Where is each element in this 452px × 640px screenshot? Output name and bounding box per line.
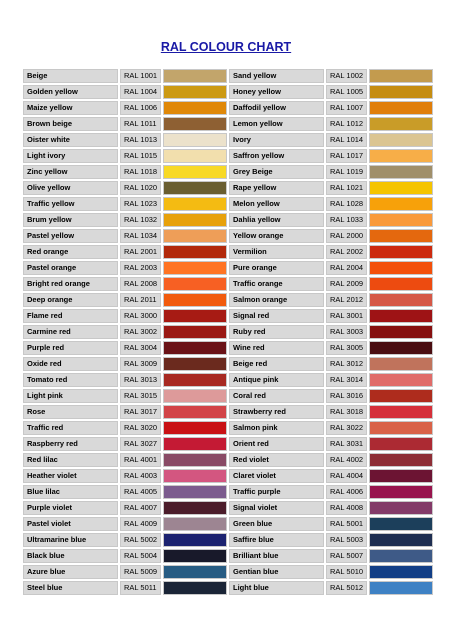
ral-code: RAL 3000 [120, 309, 161, 323]
colour-name: Saffron yellow [229, 149, 324, 163]
colour-name: Zinc yellow [23, 165, 118, 179]
ral-code: RAL 4003 [120, 469, 161, 483]
colour-swatch [163, 309, 227, 323]
colour-name: Grey Beige [229, 165, 324, 179]
colour-name: Dahlia yellow [229, 213, 324, 227]
ral-code: RAL 4005 [120, 485, 161, 499]
colour-swatch [163, 453, 227, 467]
colour-swatch [369, 405, 433, 419]
ral-code: RAL 3022 [326, 421, 367, 435]
ral-code: RAL 3015 [120, 389, 161, 403]
colour-name: Ruby red [229, 325, 324, 339]
colour-name: Oister white [23, 133, 118, 147]
ral-code: RAL 3001 [326, 309, 367, 323]
colour-name: Pastel violet [23, 517, 118, 531]
colour-name: Light ivory [23, 149, 118, 163]
colour-swatch [163, 341, 227, 355]
colour-name: Bright red orange [23, 277, 118, 291]
ral-code: RAL 1005 [326, 85, 367, 99]
table-row [23, 485, 433, 499]
table-row [23, 469, 433, 483]
table-row [23, 533, 433, 547]
table-row [23, 389, 433, 403]
ral-code: RAL 2004 [326, 261, 367, 275]
ral-code: RAL 3005 [326, 341, 367, 355]
colour-name: Signal red [229, 309, 324, 323]
colour-name: Salmon orange [229, 293, 324, 307]
ral-code: RAL 2009 [326, 277, 367, 291]
ral-code: RAL 1033 [326, 213, 367, 227]
table-row [23, 437, 433, 451]
colour-swatch [163, 85, 227, 99]
colour-name: Black blue [23, 549, 118, 563]
colour-swatch [369, 357, 433, 371]
ral-code: RAL 3012 [326, 357, 367, 371]
colour-swatch [163, 469, 227, 483]
ral-code: RAL 3017 [120, 405, 161, 419]
colour-swatch [163, 181, 227, 195]
ral-colour-table [21, 67, 435, 597]
colour-name: Purple violet [23, 501, 118, 515]
ral-code: RAL 3027 [120, 437, 161, 451]
colour-swatch [369, 165, 433, 179]
colour-swatch [163, 357, 227, 371]
colour-swatch [163, 261, 227, 275]
ral-code: RAL 3013 [120, 373, 161, 387]
ral-code: RAL 1018 [120, 165, 161, 179]
ral-code: RAL 1012 [326, 117, 367, 131]
colour-name: Wine red [229, 341, 324, 355]
colour-name: Daffodil yellow [229, 101, 324, 115]
colour-name: Traffic yellow [23, 197, 118, 211]
ral-code: RAL 1023 [120, 197, 161, 211]
ral-code: RAL 5001 [326, 517, 367, 531]
colour-swatch [369, 421, 433, 435]
colour-swatch [163, 565, 227, 579]
ral-code: RAL 1017 [326, 149, 367, 163]
colour-swatch [163, 197, 227, 211]
colour-name: Traffic orange [229, 277, 324, 291]
colour-swatch [163, 101, 227, 115]
ral-code: RAL 4001 [120, 453, 161, 467]
table-row [23, 85, 433, 99]
colour-name: Olive yellow [23, 181, 118, 195]
table-row [23, 69, 433, 83]
colour-name: Brum yellow [23, 213, 118, 227]
ral-code: RAL 5010 [326, 565, 367, 579]
ral-code: RAL 3004 [120, 341, 161, 355]
ral-code: RAL 2008 [120, 277, 161, 291]
colour-swatch [369, 549, 433, 563]
ral-code: RAL 1006 [120, 101, 161, 115]
ral-code: RAL 3002 [120, 325, 161, 339]
page-title: RAL COLOUR CHART [160, 40, 292, 54]
colour-swatch [163, 133, 227, 147]
colour-swatch [369, 69, 433, 83]
table-row [23, 341, 433, 355]
table-row [23, 213, 433, 227]
table-row [23, 101, 433, 115]
colour-name: Light blue [229, 581, 324, 595]
colour-swatch [369, 197, 433, 211]
colour-swatch [369, 469, 433, 483]
ral-code: RAL 4002 [326, 453, 367, 467]
colour-swatch [369, 85, 433, 99]
colour-name: Rose [23, 405, 118, 419]
ral-code: RAL 3031 [326, 437, 367, 451]
colour-swatch [369, 229, 433, 243]
colour-name: Signal violet [229, 501, 324, 515]
table-row [23, 357, 433, 371]
colour-swatch [369, 213, 433, 227]
colour-swatch [163, 245, 227, 259]
colour-name: Deep orange [23, 293, 118, 307]
colour-name: Pastel yellow [23, 229, 118, 243]
colour-swatch [163, 373, 227, 387]
colour-name: Melon yellow [229, 197, 324, 211]
colour-swatch [369, 181, 433, 195]
colour-name: Red orange [23, 245, 118, 259]
colour-name: Ultramarine blue [23, 533, 118, 547]
table-row [23, 245, 433, 259]
ral-code: RAL 1034 [120, 229, 161, 243]
colour-name: Red violet [229, 453, 324, 467]
ral-code: RAL 1019 [326, 165, 367, 179]
colour-name: Blue lilac [23, 485, 118, 499]
table-row [23, 565, 433, 579]
colour-swatch [369, 309, 433, 323]
ral-code: RAL 1021 [326, 181, 367, 195]
colour-swatch [369, 325, 433, 339]
table-row [23, 405, 433, 419]
colour-name: Pastel orange [23, 261, 118, 275]
table-row [23, 373, 433, 387]
ral-code: RAL 1004 [120, 85, 161, 99]
colour-swatch [369, 565, 433, 579]
ral-code: RAL 5009 [120, 565, 161, 579]
colour-name: Coral red [229, 389, 324, 403]
colour-swatch [369, 437, 433, 451]
colour-name: Salmon pink [229, 421, 324, 435]
colour-name: Antique pink [229, 373, 324, 387]
table-row [23, 229, 433, 243]
colour-name: Raspberry red [23, 437, 118, 451]
colour-swatch [369, 101, 433, 115]
colour-swatch [369, 389, 433, 403]
ral-code: RAL 4004 [326, 469, 367, 483]
colour-name: Lemon yellow [229, 117, 324, 131]
colour-name: Saffire blue [229, 533, 324, 547]
colour-name: Green blue [229, 517, 324, 531]
colour-swatch [369, 117, 433, 131]
colour-name: Flame red [23, 309, 118, 323]
colour-swatch [369, 373, 433, 387]
colour-name: Claret violet [229, 469, 324, 483]
ral-code: RAL 3009 [120, 357, 161, 371]
colour-name: Honey yellow [229, 85, 324, 99]
colour-swatch [369, 149, 433, 163]
ral-code: RAL 5012 [326, 581, 367, 595]
colour-name: Tomato red [23, 373, 118, 387]
colour-swatch [369, 133, 433, 147]
colour-name: Strawberry red [229, 405, 324, 419]
colour-swatch [163, 533, 227, 547]
colour-name: Golden yellow [23, 85, 118, 99]
colour-swatch [163, 325, 227, 339]
ral-code: RAL 4007 [120, 501, 161, 515]
colour-swatch [369, 485, 433, 499]
ral-code: RAL 4009 [120, 517, 161, 531]
colour-swatch [163, 293, 227, 307]
ral-code: RAL 5002 [120, 533, 161, 547]
ral-code: RAL 1011 [120, 117, 161, 131]
ral-code: RAL 3018 [326, 405, 367, 419]
table-row [23, 309, 433, 323]
colour-name: Yellow orange [229, 229, 324, 243]
ral-code: RAL 4008 [326, 501, 367, 515]
colour-swatch [163, 437, 227, 451]
colour-swatch [369, 517, 433, 531]
colour-swatch [369, 277, 433, 291]
colour-swatch [163, 389, 227, 403]
colour-swatch [369, 261, 433, 275]
colour-name: Traffic purple [229, 485, 324, 499]
ral-code: RAL 1032 [120, 213, 161, 227]
table-row [23, 325, 433, 339]
colour-name: Red lilac [23, 453, 118, 467]
ral-code: RAL 3003 [326, 325, 367, 339]
table-row [23, 293, 433, 307]
colour-swatch [369, 453, 433, 467]
colour-name: Brown beige [23, 117, 118, 131]
table-row [23, 453, 433, 467]
ral-code: RAL 1020 [120, 181, 161, 195]
colour-swatch [369, 533, 433, 547]
ral-code: RAL 4006 [326, 485, 367, 499]
table-row [23, 149, 433, 163]
colour-swatch [163, 165, 227, 179]
ral-code: RAL 2011 [120, 293, 161, 307]
colour-name: Purple red [23, 341, 118, 355]
table-row [23, 517, 433, 531]
table-row [23, 117, 433, 131]
ral-code: RAL 1014 [326, 133, 367, 147]
colour-swatch [163, 277, 227, 291]
colour-name: Heather violet [23, 469, 118, 483]
colour-name: Brilliant blue [229, 549, 324, 563]
ral-code: RAL 1002 [326, 69, 367, 83]
colour-swatch [163, 517, 227, 531]
table-row [23, 581, 433, 595]
colour-name: Orient red [229, 437, 324, 451]
ral-code: RAL 3016 [326, 389, 367, 403]
colour-swatch [163, 149, 227, 163]
colour-swatch [163, 405, 227, 419]
colour-swatch [369, 581, 433, 595]
table-row [23, 277, 433, 291]
colour-name: Gentian blue [229, 565, 324, 579]
colour-swatch [369, 245, 433, 259]
ral-code: RAL 2003 [120, 261, 161, 275]
colour-name: Carmine red [23, 325, 118, 339]
colour-swatch [163, 117, 227, 131]
colour-swatch [163, 485, 227, 499]
ral-code: RAL 1013 [120, 133, 161, 147]
colour-swatch [163, 229, 227, 243]
ral-code: RAL 5004 [120, 549, 161, 563]
colour-name: Azure blue [23, 565, 118, 579]
colour-swatch [163, 69, 227, 83]
table-row [23, 261, 433, 275]
colour-name: Maize yellow [23, 101, 118, 115]
colour-name: Ivory [229, 133, 324, 147]
table-row [23, 133, 433, 147]
ral-code: RAL 1015 [120, 149, 161, 163]
table-row [23, 421, 433, 435]
colour-name: Sand yellow [229, 69, 324, 83]
colour-name: Traffic red [23, 421, 118, 435]
colour-name: Rape yellow [229, 181, 324, 195]
colour-name: Vermilion [229, 245, 324, 259]
table-row [23, 197, 433, 211]
colour-swatch [369, 293, 433, 307]
table-row [23, 165, 433, 179]
ral-code: RAL 5011 [120, 581, 161, 595]
ral-code: RAL 5007 [326, 549, 367, 563]
colour-swatch [369, 501, 433, 515]
ral-code: RAL 2000 [326, 229, 367, 243]
ral-code: RAL 2001 [120, 245, 161, 259]
table-row [23, 501, 433, 515]
colour-swatch [163, 501, 227, 515]
colour-swatch [163, 549, 227, 563]
ral-code: RAL 3020 [120, 421, 161, 435]
colour-name: Oxide red [23, 357, 118, 371]
ral-code: RAL 2012 [326, 293, 367, 307]
colour-name: Steel blue [23, 581, 118, 595]
ral-code: RAL 5003 [326, 533, 367, 547]
ral-code: RAL 1028 [326, 197, 367, 211]
ral-code: RAL 1007 [326, 101, 367, 115]
colour-swatch [369, 341, 433, 355]
ral-code: RAL 1001 [120, 69, 161, 83]
colour-name: Pure orange [229, 261, 324, 275]
table-row [23, 549, 433, 563]
colour-swatch [163, 213, 227, 227]
ral-code: RAL 2002 [326, 245, 367, 259]
colour-name: Beige red [229, 357, 324, 371]
ral-code: RAL 3014 [326, 373, 367, 387]
colour-name: Beige [23, 69, 118, 83]
table-row [23, 181, 433, 195]
colour-swatch [163, 581, 227, 595]
ral-colour-table-body [23, 69, 433, 595]
colour-name: Light pink [23, 389, 118, 403]
colour-swatch [163, 421, 227, 435]
